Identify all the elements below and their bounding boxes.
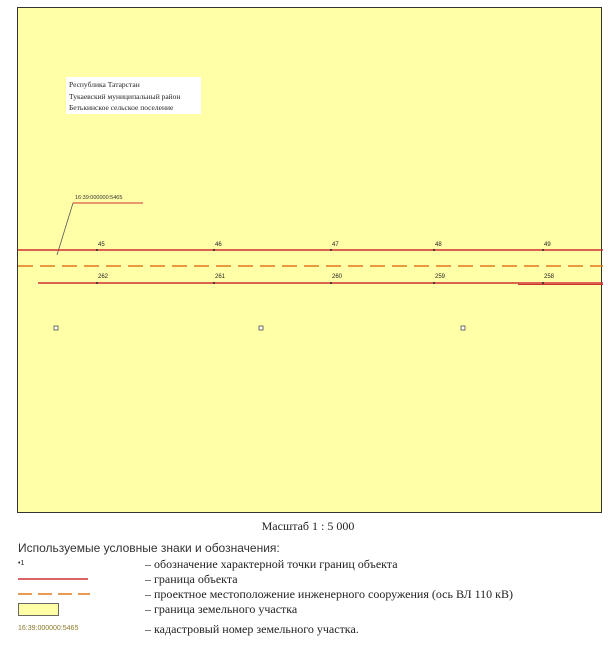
legend-text-border: – граница объекта: [145, 572, 238, 586]
point-symbol: •1: [18, 560, 25, 567]
legend-row-border: [18, 572, 608, 586]
boundary-point-258: [542, 282, 544, 284]
legend-text-point: – обозначение характерной точки границ объекта: [145, 557, 398, 571]
legend-row-axis: [18, 587, 608, 601]
legend-symbol-parcel: [18, 602, 128, 616]
point-label-259: 259: [435, 274, 446, 280]
cadastral-leader-line: [57, 203, 73, 255]
legend-symbol-cadastral: [18, 622, 128, 636]
map-view: [17, 7, 602, 513]
legend-row-point: [18, 557, 608, 571]
point-label-45: 45: [98, 242, 105, 248]
boundary-point-46: [213, 249, 215, 251]
scale-label: Масштаб 1 : 5 000: [261, 519, 355, 533]
boundary-point-48: [433, 249, 435, 251]
legend-symbol-border: [18, 572, 128, 586]
boundary-point-47: [330, 249, 332, 251]
boundary-point-259: [433, 282, 435, 284]
cadastral-number-label: 16:39:000000:5465: [75, 195, 123, 201]
legend-row-parcel: [18, 602, 608, 616]
point-label-48: 48: [435, 242, 442, 248]
point-label-260: 260: [332, 274, 343, 280]
legend-text-cadastral: – кадастровый номер земельного участка.: [145, 622, 359, 636]
cadastral-sample: 16:39:000000:5465: [18, 625, 79, 632]
legend-text-axis: – проектное местоположение инженерного сооружения (ось ВЛ 110 кВ): [145, 587, 514, 601]
region-label-republic: Республика Татарстан: [69, 80, 140, 89]
pylon-marker: [461, 326, 465, 330]
region-label-settlement: Бетькинское сельское поселение: [69, 103, 174, 112]
boundary-point-262: [96, 282, 98, 284]
region-label-district: Тукаевский муниципальный район: [69, 91, 181, 101]
point-label-261: 261: [215, 274, 226, 280]
legend-title: Используемые условные знаки и обозначения:: [18, 541, 280, 555]
point-label-47: 47: [332, 242, 339, 248]
legend-text-parcel: – граница земельного участка: [145, 602, 298, 616]
legend-symbol-point: [18, 557, 128, 571]
pylon-marker: [54, 326, 58, 330]
point-label-258: 258: [544, 274, 555, 280]
point-label-49: 49: [544, 242, 551, 248]
region-label-box: [66, 77, 201, 114]
point-label-46: 46: [215, 242, 222, 248]
point-label-262: 262: [98, 274, 109, 280]
boundary-point-49: [542, 249, 544, 251]
legend-row-cadastral: [18, 622, 608, 636]
boundary-point-261: [213, 282, 215, 284]
legend-symbol-axis: [18, 587, 128, 601]
boundary-point-45: [96, 249, 98, 251]
pylon-marker: [259, 326, 263, 330]
boundary-point-260: [330, 282, 332, 284]
